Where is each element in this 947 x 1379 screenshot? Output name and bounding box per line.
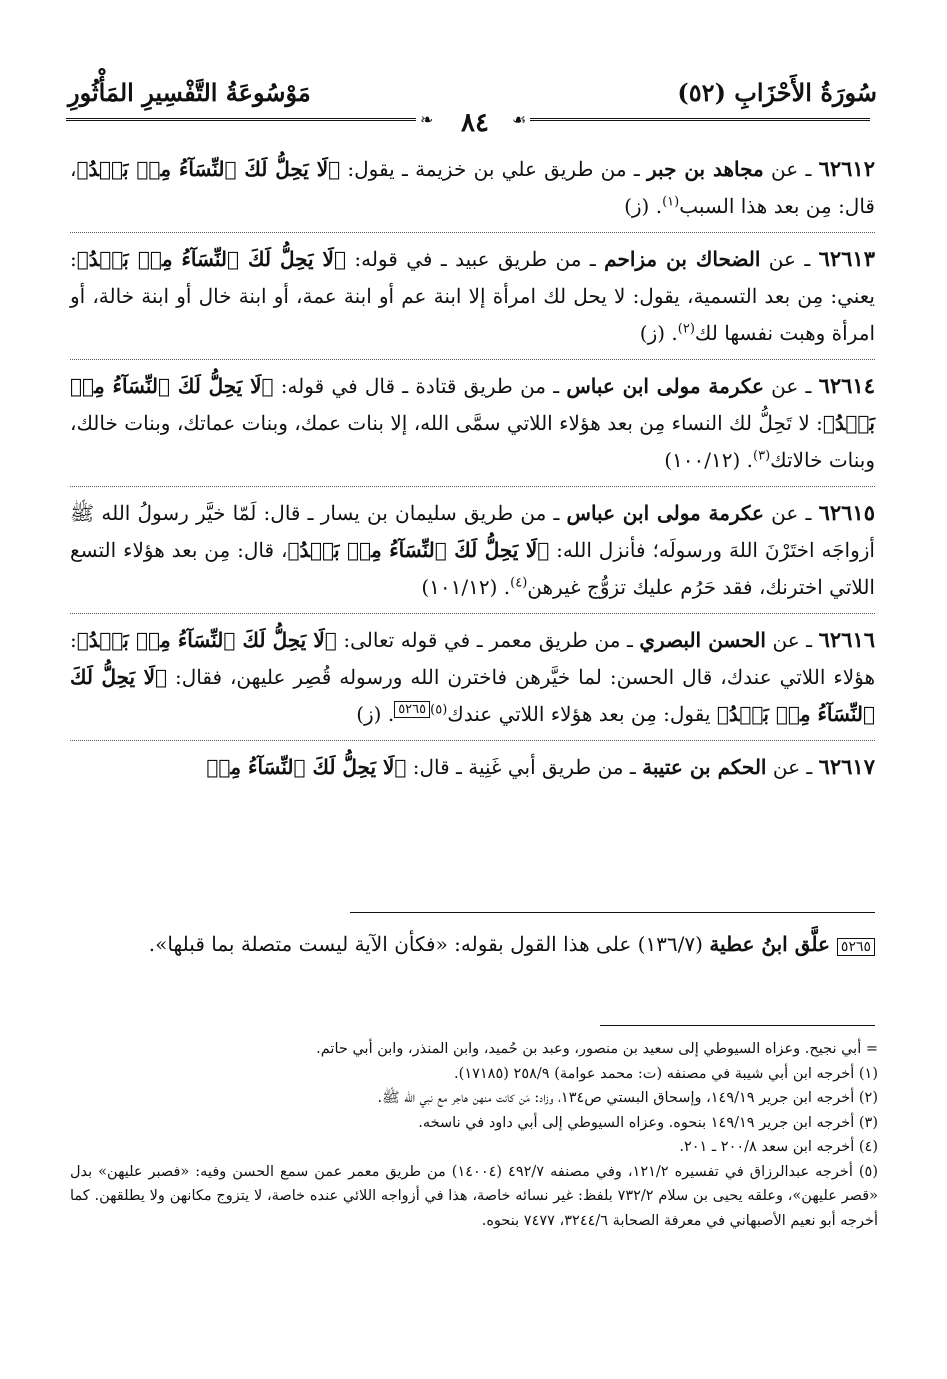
narration-text: يقول: مِن بعد هؤلاء اللاتي عندك: [447, 702, 717, 726]
narration-text: ـ من طريق قتادة ـ قال في قوله:: [273, 374, 567, 398]
narration: [70, 240, 875, 352]
narration-text: ـ عن: [760, 247, 819, 271]
narration-text: ـ من طريق علي بن خزيمة ـ يقول:: [340, 157, 647, 181]
narrations: [70, 150, 875, 793]
narration-text: ـ من طريق سليمان بن يسار ـ قال: لَمّا خيَّر رسولُ الله ﷺ أزواجَه اختَرْنَ اللهَ ورسولَه؛ فأنزل الله:: [70, 501, 875, 562]
quran-verse: ﴿لَا يَحِلُّ لَكَ ٱلنِّسَآءُ مِنۢ بَعۡدُ﴾: [76, 628, 337, 652]
narration-number: ٦٢٦١٢: [818, 156, 875, 181]
book-title: مَوْسُوعَةُ التَّفْسِيرِ المَأْثُورِ: [68, 78, 311, 107]
footnote-ref[interactable]: (٥): [430, 702, 448, 718]
header-rule-right: [530, 118, 870, 121]
divider: [70, 613, 875, 614]
narration-source: . (ز): [356, 702, 395, 726]
narration-text: ، قال: مِن بعد هؤلاء التسع اللاتي اخترنك، فقد حَرُم عليك تزوُّج غيرهن: [70, 538, 875, 599]
narration: [70, 494, 875, 606]
quran-verse: ﴿لَا يَحِلُّ لَكَ ٱلنِّسَآءُ مِنۢ بَعۡدُ﴾: [70, 665, 875, 726]
narration: [70, 621, 875, 733]
quran-verse: ﴿لَا يَحِلُّ لَكَ ٱلنِّسَآءُ مِنۢ بَعۡدُ﴾: [70, 374, 875, 435]
comment-verb: علَّق: [787, 932, 837, 956]
narration-number: ٦٢٦١٥: [818, 500, 875, 525]
narration: [70, 150, 875, 225]
footnote-ref[interactable]: (٣): [753, 448, 771, 464]
narration-text: ـ عن: [763, 157, 819, 181]
narration-source: . (ز): [639, 321, 678, 345]
narration: [70, 367, 875, 479]
comment-text: (١٣٦/٧) على هذا القول بقوله: «فكأن الآية ليست متصلة بما قبلها».: [148, 932, 710, 956]
narrator-name: الضحاك بن مزاحم: [604, 247, 761, 271]
footnotes: [70, 1037, 878, 1233]
narration: [70, 748, 875, 786]
narration-number: ٦٢٦١٣: [818, 246, 875, 271]
page-number: ٨٤: [461, 108, 489, 138]
ornament-left-icon: ❧: [420, 110, 434, 129]
commentator-name: ابنُ عطية: [709, 932, 788, 956]
narration-number: ٦٢٦١٦: [818, 627, 876, 652]
narrator-name: عكرمة مولى ابن عباس: [566, 501, 764, 525]
comment-ref-box[interactable]: ٥٢٦٥: [394, 701, 430, 718]
narration-text: ـ من طريق معمر ـ في قوله تعالى:: [336, 628, 640, 652]
divider: [70, 486, 875, 487]
header-rule-left: [66, 118, 416, 121]
narrator-name: عكرمة مولى ابن عباس: [566, 374, 764, 398]
footnote: (٢) أخرجه ابن جرير ١٤٩/١٩، وإسحاق البستي ص١٣٤، وزاد: مَن كانت منهن هاجر مع نبي الله ﷺ.: [377, 1090, 878, 1106]
narrator-name: الحكم بن عتيبة: [642, 755, 767, 779]
narration-text: : لا تَحِلُّ لك النساء مِن بعد هؤلاء اللاتي سمَّى الله، إلا بنات عمك، وبنات عماتك، وبنات خالك، وبنات خالاتك: [70, 411, 875, 472]
footnote: (٥) أخرجه عبدالرزاق في تفسيره ١٢١/٢، وفي مصنفه ٤٩٢/٧ (١٤٠٠٤) من طريق معمر عمن سمع الحسن وفيه: «فصبر عليهن» بدل «قصر عليهن»، وعلقه يحيى بن سلام ٧٣٢/٢ بلفظ: غير نسائه خاصة، هذا في أزواجه اللائي عنده خاصة، لا يتزوج مكانهن ولا يطلقهن. كما أخرجه أبو نعيم الأصبهاني في معرفة الصحابة ٣٢٤٤/٦، ٧٤٧٧ بنحوه.: [70, 1163, 878, 1229]
footnote: (٤) أخرجه ابن سعد ٢٠٠/٨ ـ ٢٠١.: [679, 1139, 878, 1155]
divider: [70, 740, 875, 741]
footnote: = أبي نجيح. وعزاه السيوطي إلى سعيد بن منصور، وعبد بن حُميد، وابن المنذر، وابن أبي حاتم.: [316, 1041, 878, 1057]
narration-source: . (ز): [624, 194, 663, 218]
surah-title: سُورَةُ الأَحْزَابِ (٥٢): [677, 78, 877, 107]
ornament-right-icon: ☙: [512, 110, 527, 129]
footnote: (١) أخرجه ابن أبي شيبة في مصنفه (ت: محمد عوامة) ٢٥٨/٩ (١٧١٨٥).: [454, 1065, 878, 1082]
narration-source: . (١٠٠/١٢): [664, 448, 754, 472]
footnote: (٣) أخرجه ابن جرير ١٤٩/١٩ بنحوه. وعزاه السيوطي إلى أبي داود في ناسخه.: [418, 1114, 878, 1131]
narration-text: ـ من طريق أبي غَنِية ـ قال:: [406, 755, 643, 779]
narrator-name: مجاهد بن جبر: [647, 157, 764, 181]
narration-text: ـ عن: [763, 374, 819, 398]
narration-text: ـ عن: [765, 628, 819, 652]
comment-rule: [350, 912, 875, 913]
comment-number-box: ٥٢٦٥: [837, 938, 875, 956]
narration-text: : هؤلاء اللاتي عندك، قال الحسن: لما خيَّرهن فاخترن الله ورسوله قُصِر عليهن، فقال:: [70, 628, 876, 689]
footnote-ref[interactable]: (٤): [510, 575, 528, 591]
quran-verse: ﴿لَا يَحِلُّ لَكَ ٱلنِّسَآءُ مِنۢ بَعۡدُ﴾: [76, 157, 341, 181]
narrator-name: الحسن البصري: [639, 628, 766, 652]
commentary: [70, 925, 875, 966]
narration-text: ـ عن: [766, 755, 819, 779]
divider: [70, 232, 875, 233]
quran-verse: ﴿لَا يَحِلُّ لَكَ ٱلنِّسَآءُ مِنۢ: [206, 755, 407, 779]
narration-source: . (١٠١/١٢): [421, 575, 511, 599]
quran-verse: ﴿لَا يَحِلُّ لَكَ ٱلنِّسَآءُ مِنۢ بَعۡدُ﴾: [287, 538, 550, 562]
footnote-ref[interactable]: (٢): [677, 321, 695, 337]
narration-text: : يعني: مِن بعد التسمية، يقول: لا يحل لك امرأة إلا ابنة عم أو ابنة عمة، أو ابنة خال أو ابنة خالة، أو امرأة وهبت نفسها لك: [70, 247, 875, 345]
divider: [70, 359, 875, 360]
narration-text: ، قال: مِن بعد هذا السبب: [70, 157, 875, 218]
narration-text: ـ من طريق عبيد ـ في قوله:: [345, 247, 605, 271]
narration-text: ـ عن: [764, 501, 819, 525]
footnote-ref[interactable]: (١): [662, 194, 680, 210]
footnote-rule: [600, 1025, 875, 1026]
narration-number: ٦٢٦١٤: [818, 373, 875, 398]
quran-verse: ﴿لَا يَحِلُّ لَكَ ٱلنِّسَآءُ مِنۢ بَعۡدُ﴾: [76, 247, 346, 271]
narration-number: ٦٢٦١٧: [818, 754, 875, 779]
